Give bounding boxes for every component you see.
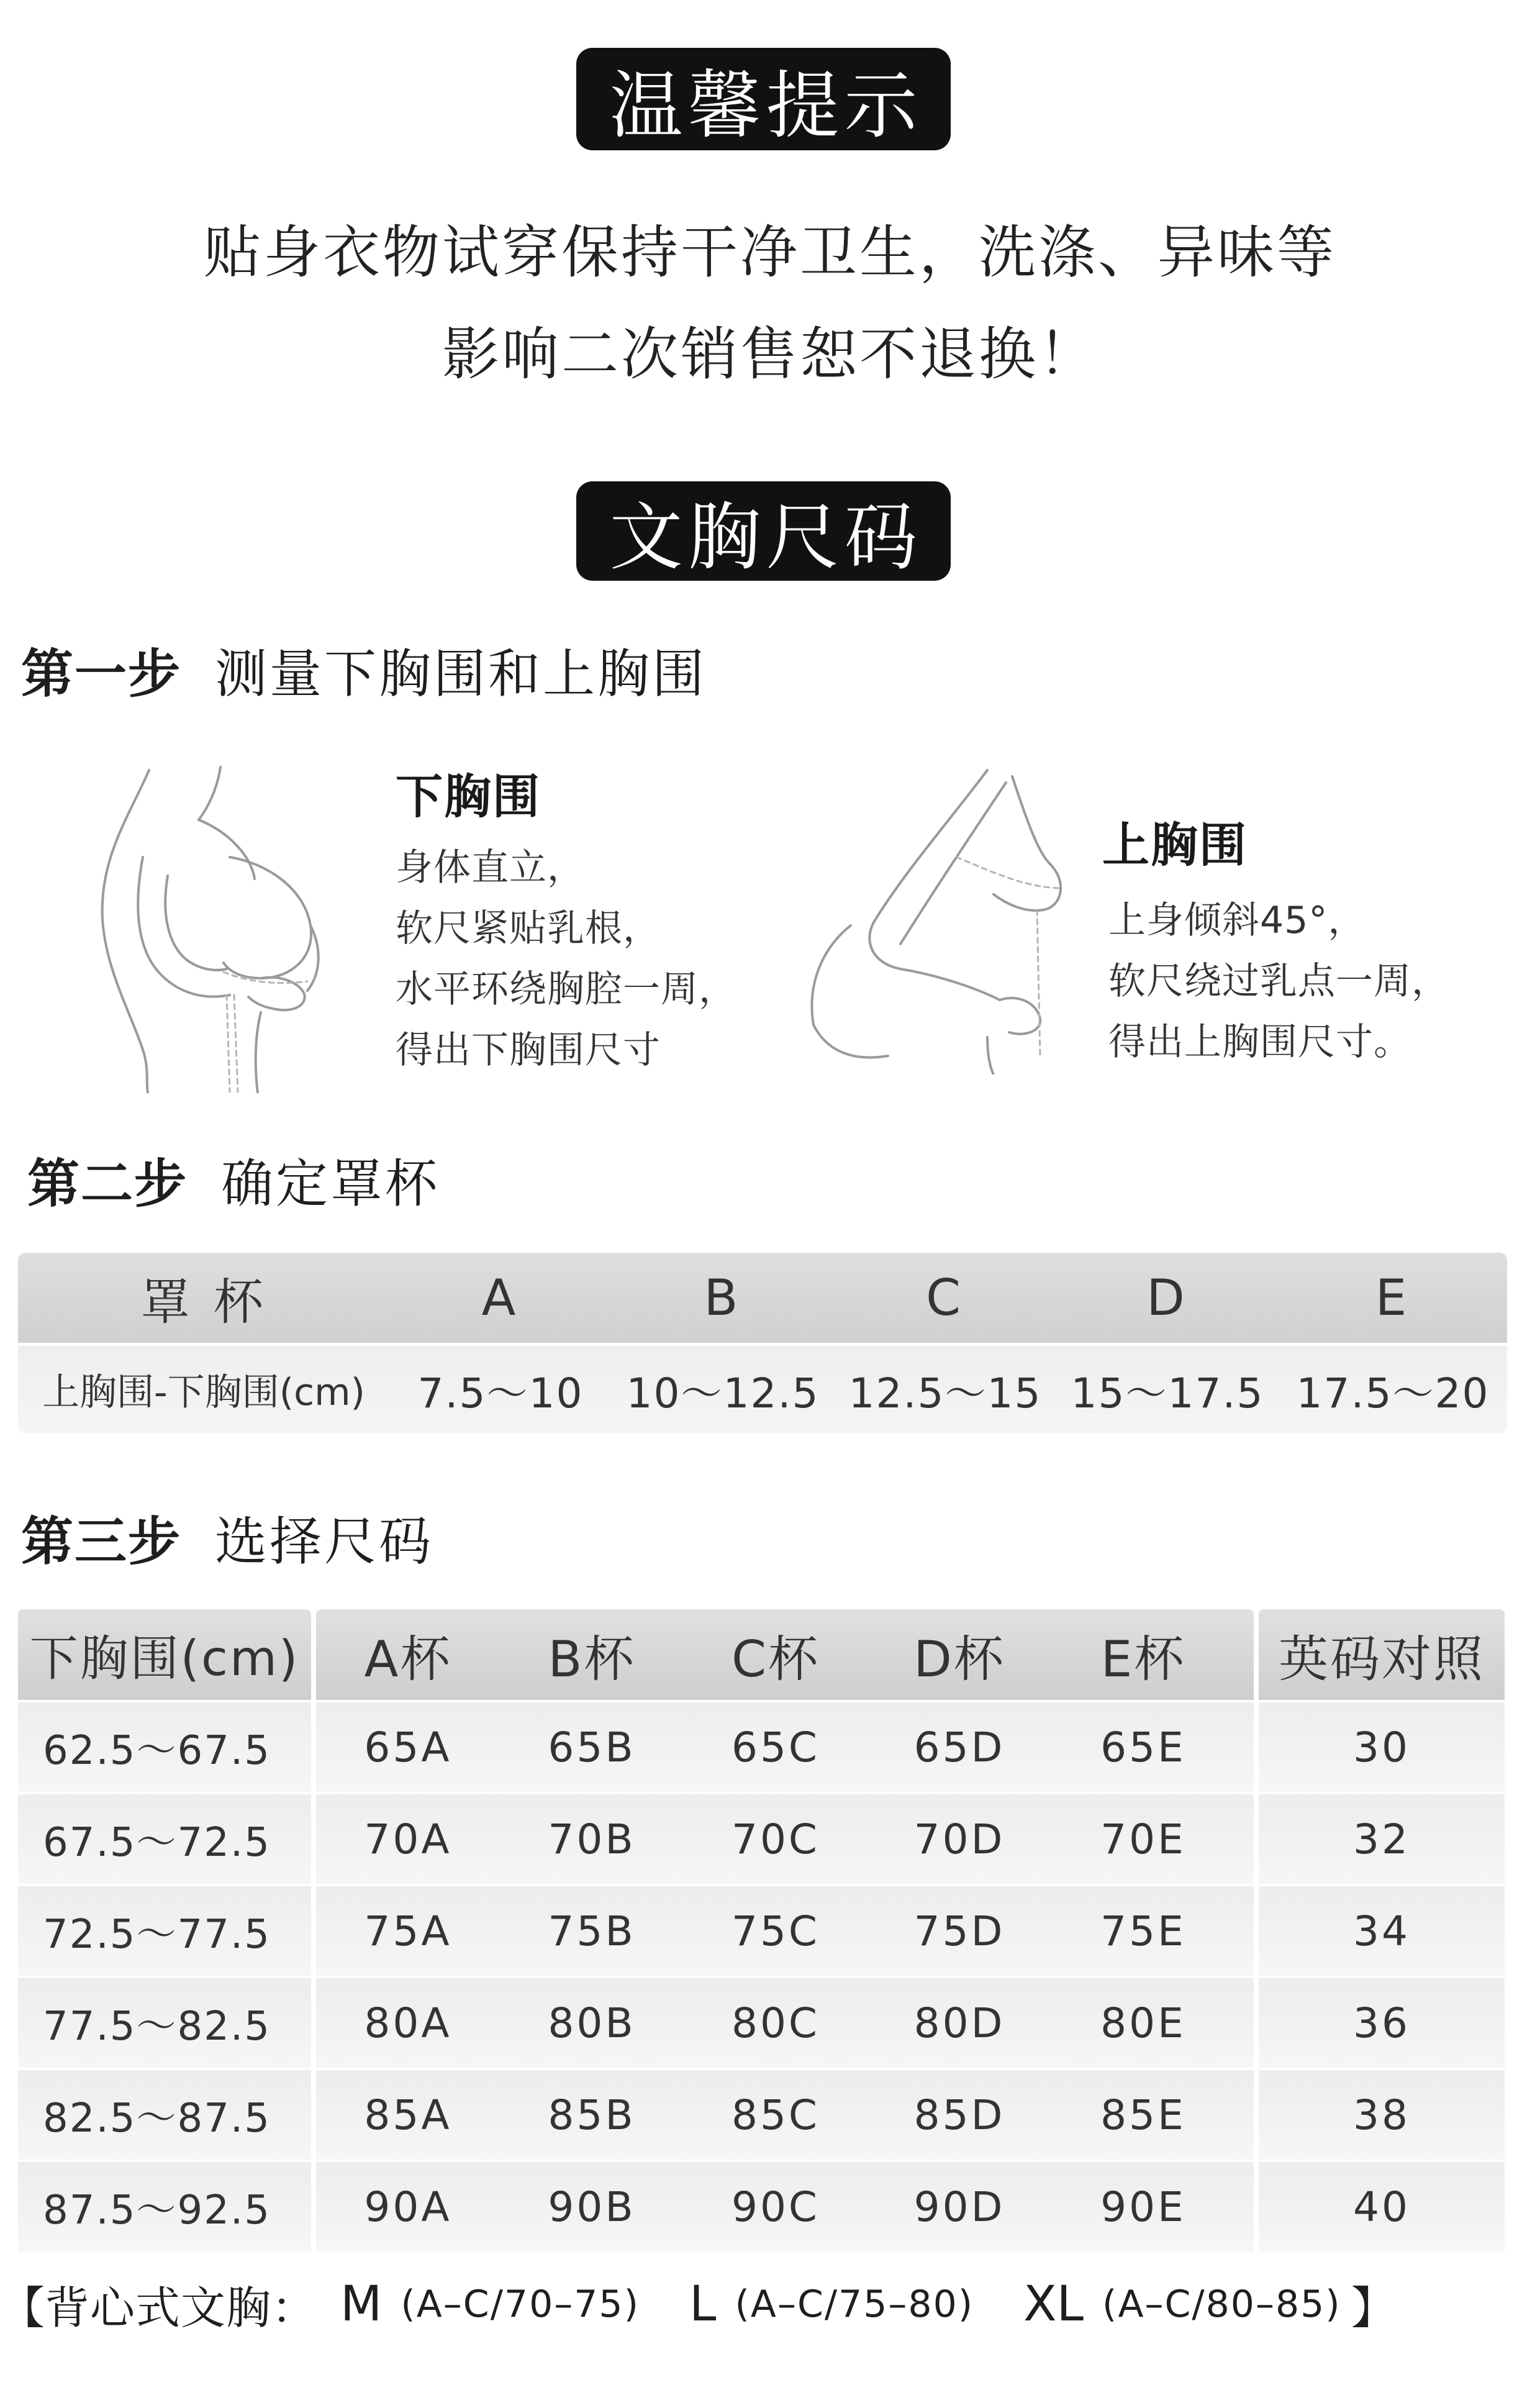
size-cell: 70A xyxy=(364,1815,452,1863)
size-cell-group xyxy=(316,1978,1254,2068)
size-chart-badge-label: 文胸尺码 xyxy=(609,494,923,580)
overbust-line: 得出上胸围尺寸。 xyxy=(1108,1020,1411,1064)
footer-range: (A–C/70–75) xyxy=(401,2283,640,2326)
step2-title: 确定罩杯 xyxy=(221,1153,440,1214)
size-cell: 80C xyxy=(731,1999,820,2047)
size-cell: 80D xyxy=(913,1999,1005,2047)
underbust-line: 身体直立， xyxy=(396,846,585,889)
cup-cell: 7.5～10 xyxy=(417,1369,584,1417)
underbust-line: 水平环绕胸腔一周， xyxy=(396,968,736,1011)
step3-title: 选择尺码 xyxy=(215,1511,434,1572)
size-header-cell: B杯 xyxy=(548,1630,636,1688)
size-cell: 85C xyxy=(731,2091,820,2139)
size-cell: 75E xyxy=(1100,1907,1186,1955)
underbust-range-cell: 67.5～72.5 xyxy=(18,1794,311,1884)
cup-table-header xyxy=(18,1253,1507,1343)
size-cell: 90D xyxy=(913,2183,1005,2231)
step2-label: 第二步 xyxy=(27,1153,188,1214)
cup-cell: 17.5～20 xyxy=(1296,1369,1490,1417)
uk-size-cell: 36 xyxy=(1259,1978,1505,2068)
step2-heading xyxy=(27,1150,440,1218)
underbust-range-cell: 87.5～92.5 xyxy=(18,2162,311,2251)
size-table xyxy=(18,1609,1505,2251)
size-header-cell: 下胸围(cm) xyxy=(18,1609,311,1700)
footer-size: XL xyxy=(1023,2276,1084,2332)
size-table-header xyxy=(18,1609,1505,1700)
notice-badge xyxy=(576,48,951,150)
size-table-row xyxy=(18,2162,1505,2251)
footer-bracket-close: 】 xyxy=(1351,2282,1396,2334)
size-table-row xyxy=(18,1794,1505,1884)
size-cell: 75D xyxy=(913,1907,1005,1955)
cup-cell: 10～12.5 xyxy=(626,1369,820,1417)
size-cell-group xyxy=(316,1794,1254,1884)
size-cell-group xyxy=(316,1886,1254,1976)
overbust-line: 上身倾斜45°， xyxy=(1108,899,1366,942)
size-cell: 70D xyxy=(913,1815,1005,1863)
underbust-heading: 下胸围 xyxy=(396,769,541,824)
size-cell: 65B xyxy=(548,1723,636,1771)
uk-size-cell: 38 xyxy=(1259,2070,1505,2160)
cup-header-cell: B xyxy=(704,1269,742,1327)
size-chart-badge xyxy=(576,481,951,581)
cup-cell: 15～17.5 xyxy=(1071,1369,1264,1417)
size-cell: 75A xyxy=(364,1907,452,1955)
overbust-line: 软尺绕过乳点一周， xyxy=(1108,960,1449,1003)
size-cell: 85E xyxy=(1100,2091,1186,2139)
underbust-range-cell: 62.5～67.5 xyxy=(18,1702,311,1792)
overbust-description xyxy=(1102,814,1449,1073)
cup-cell: 12.5～15 xyxy=(848,1369,1042,1417)
size-header-cell: C杯 xyxy=(732,1630,820,1688)
cup-header-cell: A xyxy=(481,1269,520,1327)
cup-table-row xyxy=(18,1346,1507,1433)
uk-size-cell: 30 xyxy=(1259,1702,1505,1792)
step1-heading xyxy=(21,640,707,708)
size-cell: 80B xyxy=(548,1999,636,2047)
cup-header-cell: E xyxy=(1375,1269,1411,1327)
size-table-row xyxy=(18,2070,1505,2160)
underbust-measuring-illustration xyxy=(75,764,373,1093)
size-cell: 65C xyxy=(731,1723,820,1771)
size-cell-group xyxy=(316,1702,1254,1792)
cup-header-cell: 罩 杯 xyxy=(140,1273,267,1331)
size-cell: 85D xyxy=(913,2091,1005,2139)
size-cell: 70B xyxy=(548,1815,636,1863)
footer-size: M xyxy=(340,2276,383,2332)
underbust-lines xyxy=(396,837,736,1081)
vest-bra-size-note xyxy=(0,2273,1396,2335)
size-cell: 85A xyxy=(364,2091,452,2139)
notice-line-1: 贴身衣物试穿保持干净卫生，洗涤、异味等 xyxy=(203,219,1336,286)
size-cell: 70C xyxy=(731,1815,820,1863)
footer-label: 背心式文胸： xyxy=(45,2282,317,2334)
uk-size-cell: 32 xyxy=(1259,1794,1505,1884)
step3-label: 第三步 xyxy=(21,1511,182,1572)
underbust-range-cell: 77.5～82.5 xyxy=(18,1978,311,2068)
underbust-line: 得出下胸围尺寸 xyxy=(396,1029,661,1072)
size-cell: 90C xyxy=(731,2183,820,2231)
overbust-lines xyxy=(1102,890,1449,1073)
step3-heading xyxy=(21,1507,433,1576)
size-header-cell: E杯 xyxy=(1100,1630,1186,1688)
cup-table xyxy=(18,1253,1507,1433)
cup-row-label: 上胸围-下胸围(cm) xyxy=(42,1371,365,1414)
size-table-row xyxy=(18,1702,1505,1792)
step1-title: 测量下胸围和上胸围 xyxy=(215,643,707,704)
size-header-cell: A杯 xyxy=(364,1630,452,1688)
underbust-line: 软尺紧贴乳根， xyxy=(396,907,661,950)
size-cell: 75C xyxy=(731,1907,820,1955)
uk-size-cell: 40 xyxy=(1259,2162,1505,2251)
size-header-cell: D杯 xyxy=(913,1630,1005,1688)
footer-bracket-open: 【 xyxy=(0,2282,45,2334)
size-header-cell: 英码对照 xyxy=(1259,1609,1505,1700)
overbust-measuring-illustration xyxy=(801,764,1087,1074)
size-cell: 65A xyxy=(364,1723,452,1771)
size-cell: 90E xyxy=(1100,2183,1186,2231)
size-cell: 90B xyxy=(548,2183,636,2231)
size-cell: 85B xyxy=(548,2091,636,2139)
size-cell: 65D xyxy=(913,1723,1005,1771)
footer-range: (A–C/75–80) xyxy=(735,2283,974,2326)
size-table-row xyxy=(18,1978,1505,2068)
size-cell-group xyxy=(316,2162,1254,2251)
size-header-group xyxy=(316,1609,1254,1700)
cup-header-cell: D xyxy=(1146,1269,1189,1327)
cup-header-cell: C xyxy=(926,1269,964,1327)
size-cell: 80A xyxy=(364,1999,452,2047)
uk-size-cell: 34 xyxy=(1259,1886,1505,1976)
notice-line-2: 影响二次销售恕不退换！ xyxy=(442,321,1098,388)
size-table-row xyxy=(18,1886,1505,1976)
size-cell: 90A xyxy=(364,2183,452,2231)
notice-badge-label: 温馨提示 xyxy=(609,62,923,148)
footer-range: (A–C/80–85) xyxy=(1102,2283,1341,2326)
footer-size: L xyxy=(689,2276,717,2332)
step1-label: 第一步 xyxy=(21,643,182,704)
size-cell: 80E xyxy=(1100,1999,1186,2047)
underbust-description xyxy=(396,766,736,1081)
size-cell-group xyxy=(316,2070,1254,2160)
size-cell: 75B xyxy=(548,1907,636,1955)
underbust-range-cell: 72.5～77.5 xyxy=(18,1886,311,1976)
size-cell: 65E xyxy=(1100,1723,1186,1771)
size-cell: 70E xyxy=(1100,1815,1186,1863)
overbust-heading: 上胸围 xyxy=(1102,817,1248,873)
underbust-range-cell: 82.5～87.5 xyxy=(18,2070,311,2160)
